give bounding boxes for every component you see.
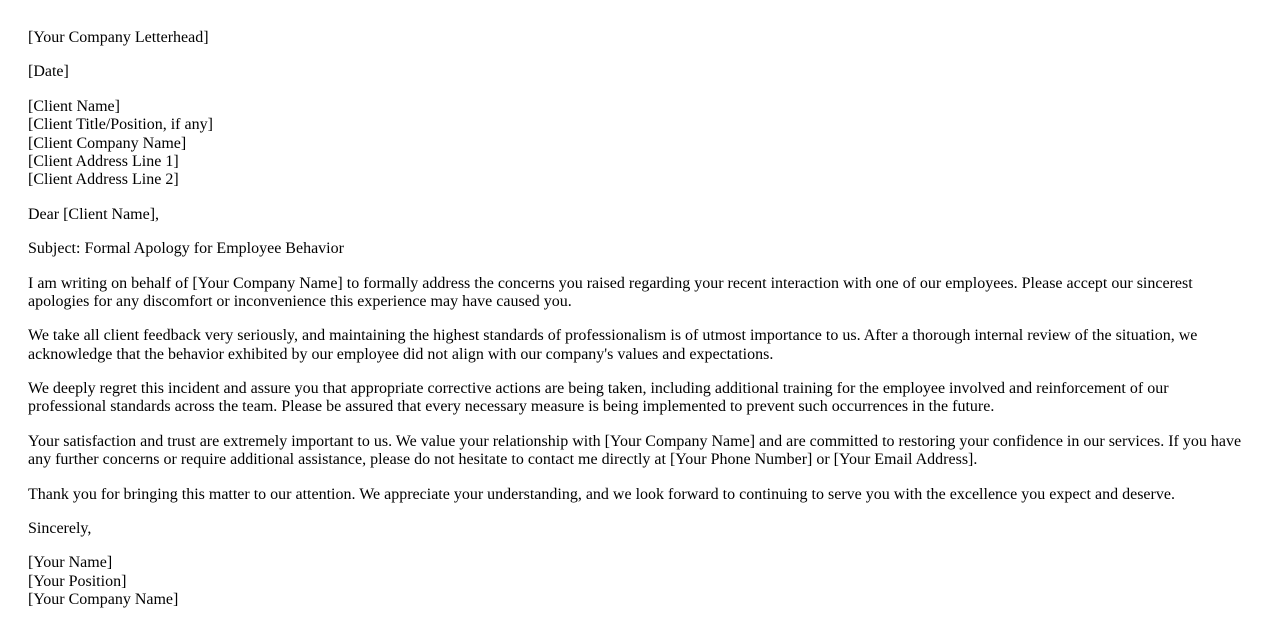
apology-letter-document (28, 29, 1242, 610)
signature-position: [Your Position] (28, 572, 127, 590)
recipient-company: [Client Company Name] (28, 134, 187, 152)
signature-block (28, 554, 1242, 609)
signature-company: [Your Company Name] (28, 591, 179, 609)
body-paragraph-4: Your satisfaction and trust are extremely important to us. We value your relationship with [Your Company Name] and are committed to restoring your confidence in our services. If you have any further concerns or require additional assistance, please do not hesitate to contact me directly at [Your Phone Number] or [Your Email Address]. (28, 432, 1242, 469)
letterhead-placeholder: [Your Company Letterhead] (28, 29, 209, 46)
recipient-address-block (28, 98, 1242, 190)
body-paragraph-2: We take all client feedback very seriously, and maintaining the highest standards of professionalism is of utmost importance to us. After a thorough internal review of the situation, we acknowledge that the behavior exhibited by our employee did not align with our company's values and expectations. (28, 327, 1198, 363)
subject-line: Subject: Formal Apology for Employee Behavior (28, 240, 344, 258)
date-placeholder: [Date] (28, 63, 69, 81)
body-paragraph-1: I am writing on behalf of [Your Company Name] to formally address the concerns you raised regarding your recent interaction with one of our employees. Please accept our sincerest apologies for any discomfort or inconvenience this experience may have caused you. (28, 274, 1193, 310)
signature-name: [Your Name] (28, 554, 113, 572)
closing: Sincerely, (28, 520, 92, 538)
recipient-title: [Client Title/Position, if any] (28, 116, 213, 134)
recipient-address-line-2: [Client Address Line 2] (28, 171, 179, 189)
body-paragraph-5: Thank you for bringing this matter to our attention. We appreciate your understanding, and we look forward to continuing to serve you with the excellence you expect and deserve. (28, 485, 1175, 503)
salutation: Dear [Client Name], (28, 205, 160, 223)
body-paragraph-3: We deeply regret this incident and assure you that appropriate corrective actions are being taken, including additional training for the employee involved and reinforcement of our professional standards across the team. Please be assured that every necessary measure is being implemented to prevent such occurrences in the future. (28, 380, 1169, 416)
recipient-address-line-1: [Client Address Line 1] (28, 152, 179, 170)
recipient-name: [Client Name] (28, 97, 120, 115)
